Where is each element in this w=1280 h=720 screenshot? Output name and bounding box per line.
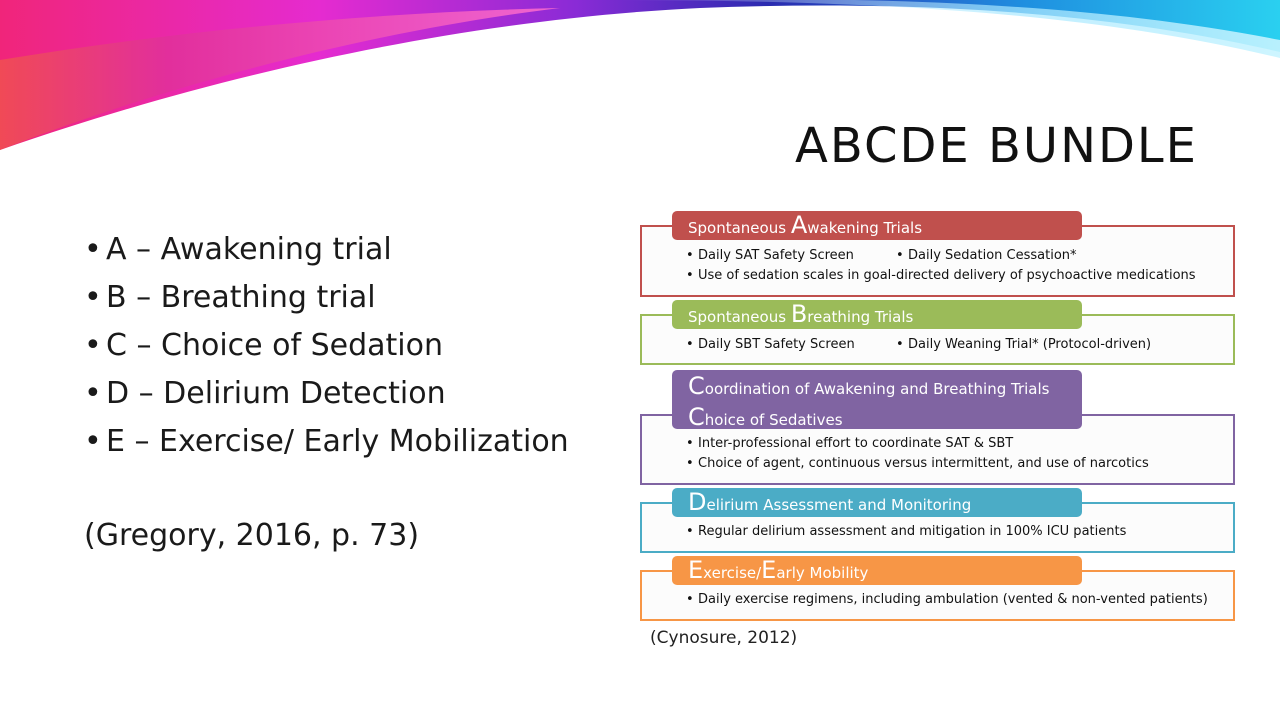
bullet-dot-icon: • [84, 232, 102, 267]
list-item: • Regular delirium assessment and mitigation in 100% ICU patients [686, 524, 1127, 539]
items-delirium [686, 522, 1126, 542]
citation-cynosure: (Cynosure, 2012) [650, 628, 798, 648]
citation-gregory: (Gregory, 2016, p. 73) [84, 518, 420, 553]
bullet-item-e: • E – Exercise/ Early Mobilization [84, 418, 569, 466]
bullet-item-b: • B – Breathing trial [84, 274, 569, 322]
list-item: • Use of sedation scales in goal-directed delivery of psychoactive medications [686, 268, 1196, 283]
list-item: • Daily exercise regimens, including ambulation (vented & non-vented patients) [686, 592, 1208, 607]
header-coordination: Coordination of Awakening and Breathing Trials Choice of Sedatives [672, 370, 1082, 429]
list-item: • Inter-professional effort to coordinate SAT & SBT [686, 436, 1014, 451]
bullet-dot-icon: • [84, 280, 102, 315]
items-awakening [686, 246, 1196, 286]
bullet-dot-icon: • [84, 376, 102, 411]
bullet-item-a: • A – Awakening trial [84, 226, 569, 274]
bullet-dot-icon: • [84, 328, 102, 363]
slide-title: ABCDE BUNDLE [795, 118, 1198, 174]
bullet-item-d: • D – Delirium Detection [84, 370, 569, 418]
list-item: • Daily SBT Safety Screen • Daily Weaning Trial* (Protocol-driven) [686, 337, 1152, 352]
items-coordination [686, 434, 1149, 474]
list-item: • Choice of agent, continuous versus intermittent, and use of narcotics [686, 456, 1149, 471]
header-awakening: Spontaneous Awakening Trials [672, 211, 1082, 240]
items-breathing [686, 335, 1152, 355]
bullet-dot-icon: • [84, 424, 102, 459]
items-exercise [686, 590, 1208, 610]
header-delirium: Delirium Assessment and Monitoring [672, 488, 1082, 517]
list-item: • Daily SAT Safety Screen • Daily Sedation Cessation* [686, 248, 1077, 263]
header-breathing: Spontaneous Breathing Trials [672, 300, 1082, 329]
header-exercise: Exercise/Early Mobility [672, 556, 1082, 585]
bullet-item-c: • C – Choice of Sedation [84, 322, 569, 370]
bullet-list [84, 226, 569, 466]
